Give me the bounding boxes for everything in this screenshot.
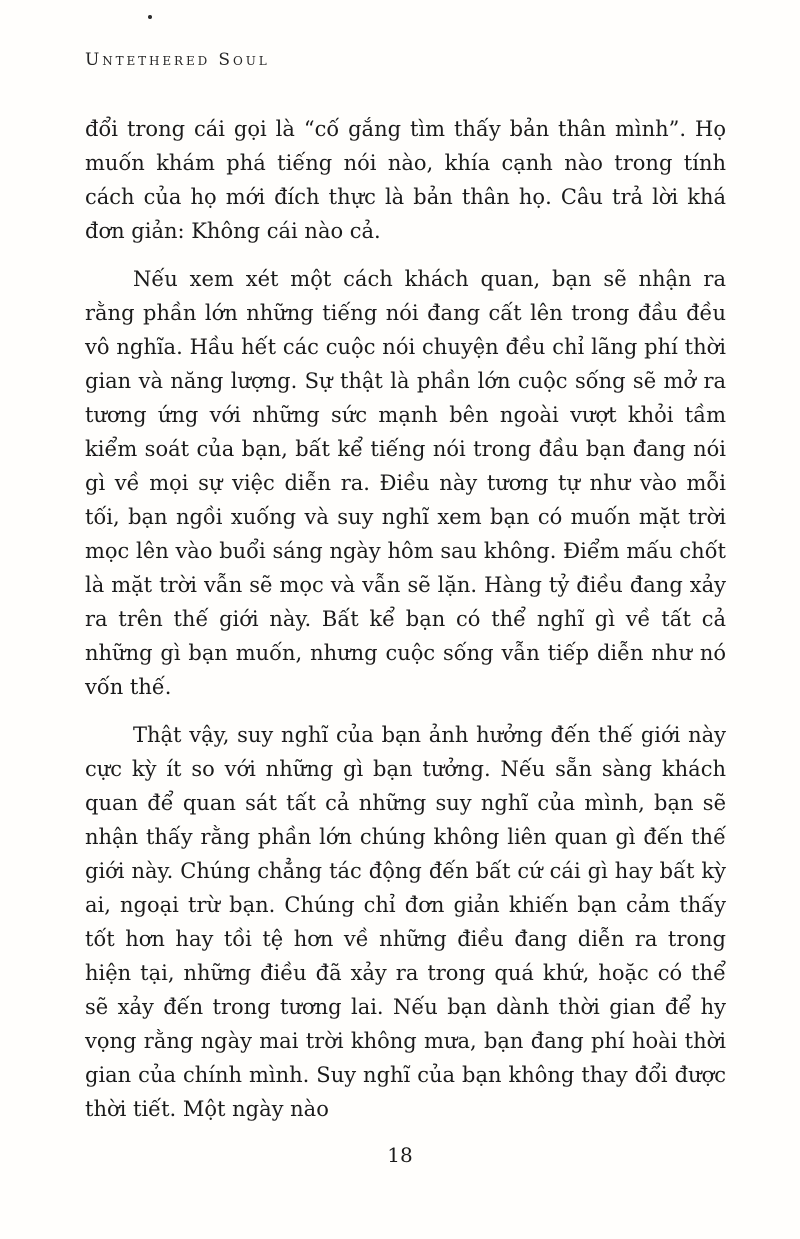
page-body — [85, 112, 726, 1126]
page-number: 18 — [387, 1143, 413, 1167]
paragraph: Nếu xem xét một cách khách quan, bạn sẽ nhận ra rằng phần lớn những tiếng nói đang cất lên trong đầu đều vô nghĩa. Hầu hết các cuộc nói chuyện đều chỉ lãng phí thời gian và năng lượng. Sự thật là phần lớn cuộc sống sẽ mở ra tương ứng với những sức mạnh bên ngoài vượt khỏi tầm kiểm soát của bạn, bất kể tiếng nói trong đầu bạn đang nói gì về mọi sự việc diễn ra. Điều này tương tự như vào mỗi tối, bạn ngồi xuống và suy nghĩ xem bạn có muốn mặt trời mọc lên vào buổi sáng ngày hôm sau không. Điểm mấu chốt là mặt trời vẫn sẽ mọc và vẫn sẽ lặn. Hàng tỷ điều đang xảy ra trên thế giới này. Bất kể bạn có thể nghĩ gì về tất cả những gì bạn muốn, nhưng cuộc sống vẫn tiếp diễn như nó vốn thế. — [85, 267, 726, 699]
scan-speck — [148, 15, 152, 19]
running-header: Untethered Soul — [85, 50, 270, 70]
paragraph: Thật vậy, suy nghĩ của bạn ảnh hưởng đến thế giới này cực kỳ ít so với những gì bạn tưởng. Nếu sẵn sàng khách quan để quan sát tất cả những suy nghĩ của mình, bạn sẽ nhận thấy rằng phần lớn chúng không liên quan gì đến thế giới này. Chúng chẳng tác động đến bất cứ cái gì hay bất kỳ ai, ngoại trừ bạn. Chúng chỉ đơn giản khiến bạn cảm thấy tốt hơn hay tồi tệ hơn về những điều đang diễn ra trong hiện tại, những điều đã xảy ra trong quá khứ, hoặc có thể sẽ xảy đến trong tương lai. Nếu bạn dành thời gian để hy vọng rằng ngày mai trời không mưa, bạn đang phí hoài thời gian của chính mình. Suy nghĩ của bạn không thay đổi được thời tiết. Một ngày nào — [85, 723, 726, 1121]
paragraph: đổi trong cái gọi là “cố gắng tìm thấy bản thân mình”. Họ muốn khám phá tiếng nói nào, khía cạnh nào trong tính cách của họ mới đích thực là bản thân họ. Câu trả lời khá đơn giản: Không cái nào cả. — [85, 117, 726, 243]
